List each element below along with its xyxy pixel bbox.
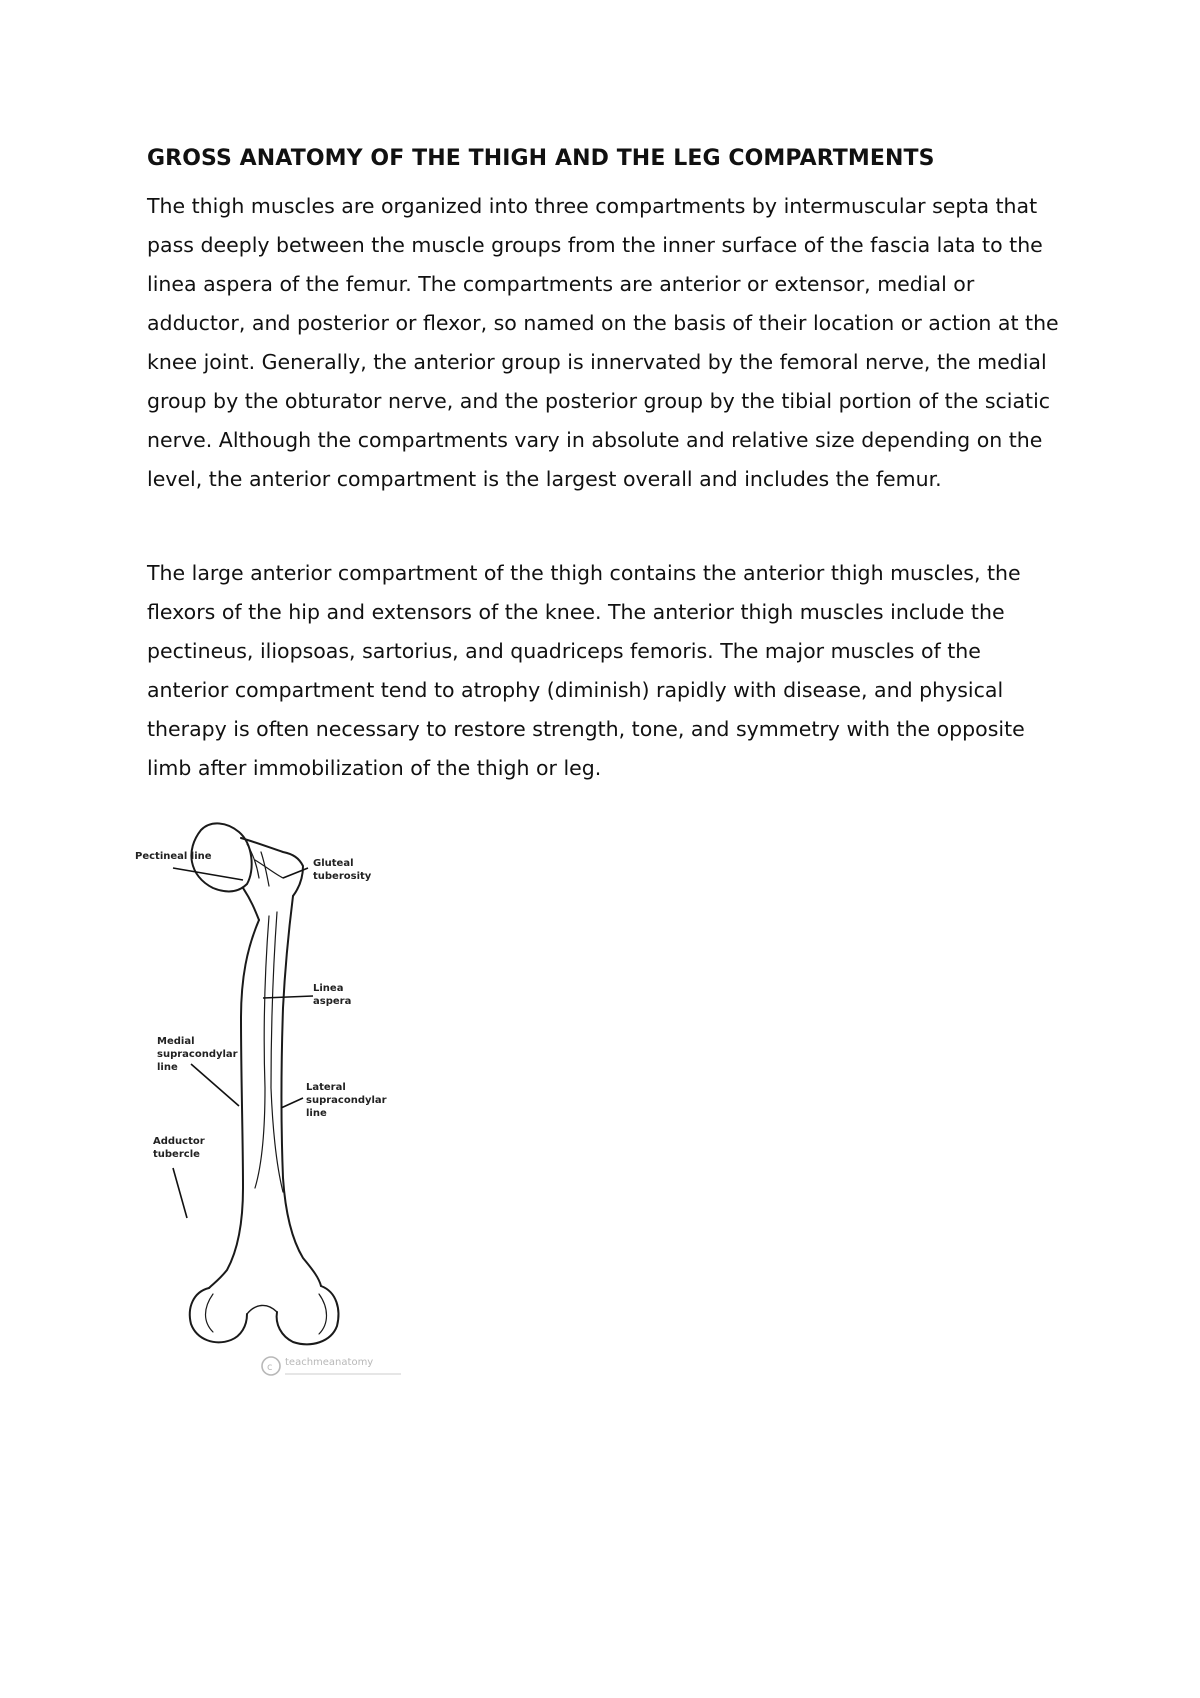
label-gluteal-2: tuberosity	[313, 871, 372, 882]
linea-aspera-ridge	[255, 916, 269, 1188]
label-adductor-2: tubercle	[153, 1149, 200, 1160]
intercondylar	[247, 1305, 277, 1314]
shaft-medial	[209, 920, 259, 1288]
label-adductor-1: Adductor	[153, 1136, 205, 1147]
leader-gluteal	[283, 868, 308, 878]
trochanter-edge	[243, 888, 259, 920]
femoral-neck	[241, 838, 303, 896]
neck-ridge	[255, 860, 283, 878]
femur-illustration	[135, 808, 443, 1403]
leader-medial	[191, 1064, 239, 1106]
medial-condyle	[190, 1288, 247, 1342]
label-medial-3: line	[157, 1062, 178, 1073]
label-lateral-1: Lateral	[306, 1082, 346, 1093]
watermark-text: teachmeanatomy	[285, 1357, 374, 1368]
document-title: GROSS ANATOMY OF THE THIGH AND THE LEG COMPARTMENTS	[147, 146, 935, 171]
leader-pectineal	[173, 868, 243, 880]
label-linea-2: aspera	[313, 996, 352, 1007]
paragraph-compartments: The thigh muscles are organized into three compartments by intermuscular septa that pass deeply between the muscle groups from the inner surface of the fascia lata to the linea aspera of the femur. The compartments are anterior or extensor, medial or adductor, and posterior or flexor, so named on the basis of their location or action at the knee joint. Generally, the anterior group is innervated by the femoral nerve, the medial group by the obturator nerve, and the posterior group by the tibial portion of the sciatic nerve. Although the compartments vary in absolute and relative size depending on the level, the anterior compartment is the largest overall and includes the femur.	[147, 194, 1059, 491]
label-pectineal-line: Pectineal line	[135, 851, 212, 862]
label-lateral-3: line	[306, 1108, 327, 1119]
watermark	[262, 1357, 401, 1375]
paragraph-anterior-compartment: The large anterior compartment of the thigh contains the anterior thigh muscles, the flexors of the hip and extensors of the knee. The anterior thigh muscles include the pectineus, iliopsoas, sartorius, and quadriceps femoris. The major muscles of the anterior compartment tend to atrophy (diminish) rapidly with disease, and physical therapy is often necessary to restore strength, tone, and symmetry with the opposite limb after immobilization of the thigh or leg.	[147, 561, 1025, 780]
label-gluteal-1: Gluteal	[313, 858, 354, 869]
label-medial-2: supracondylar	[157, 1049, 238, 1060]
svg-text:c: c	[267, 1362, 273, 1373]
label-lateral-2: supracondylar	[306, 1095, 387, 1106]
leader-lateral	[281, 1098, 303, 1108]
label-linea-1: Linea	[313, 983, 344, 994]
leader-linea	[263, 996, 313, 998]
lateral-condyle	[277, 1286, 339, 1344]
leader-adductor	[173, 1168, 187, 1218]
figure-labels	[135, 851, 387, 1160]
label-medial-1: Medial	[157, 1036, 195, 1047]
